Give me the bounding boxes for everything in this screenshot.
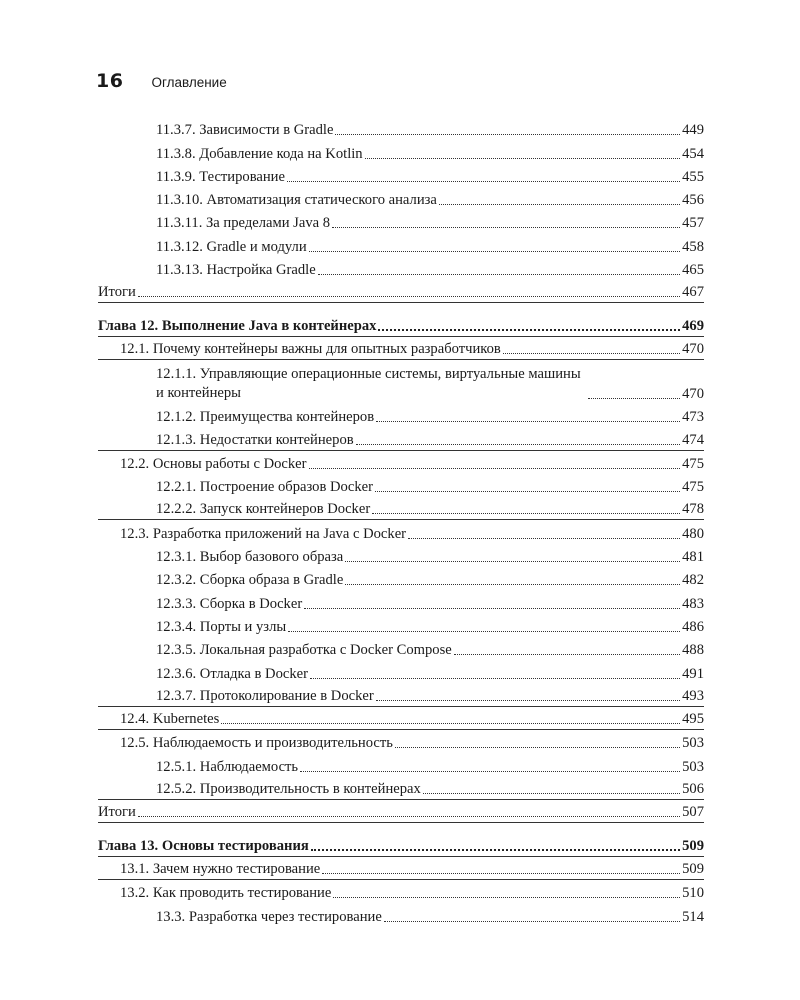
- toc-chapter-page: 509: [682, 837, 704, 854]
- toc-entry-page: 449: [682, 122, 704, 139]
- toc-entry-title: 13.1. Зачем нужно тестирование: [120, 860, 321, 877]
- dot-leader: [300, 771, 680, 772]
- toc-chapter-title: Глава 12. Выполнение Java в контейнерах: [98, 317, 377, 334]
- toc-entry-title: Итоги: [98, 804, 136, 821]
- toc-entry-page: 470: [682, 340, 704, 357]
- toc-entry-title: 12.3.7. Протоколирование в Docker: [156, 687, 374, 704]
- toc-entry-page: 475: [682, 455, 704, 472]
- dot-leader: [288, 631, 680, 632]
- toc-entry[interactable]: [98, 360, 704, 404]
- toc-entry[interactable]: [98, 474, 704, 497]
- toc-entry-page: 454: [682, 145, 704, 162]
- toc-entry-title: 11.3.13. Настройка Gradle: [156, 262, 316, 279]
- toc-entry-page: 467: [682, 284, 704, 301]
- toc-entry-title: 12.5.2. Производительность в контейнерах: [156, 781, 421, 798]
- dot-leader: [310, 678, 680, 679]
- toc-entry[interactable]: [98, 684, 704, 707]
- toc-entry-page: 473: [682, 409, 704, 426]
- toc-entry-page: 481: [682, 549, 704, 566]
- toc-entry-page: 506: [682, 781, 704, 798]
- toc-entry[interactable]: [98, 257, 704, 280]
- toc-entry-title: 12.4. Kubernetes: [120, 711, 220, 728]
- toc-entry-page: 507: [682, 804, 704, 821]
- toc-entry-page: 458: [682, 238, 704, 255]
- dot-leader: [345, 584, 680, 585]
- toc-entry-page: 514: [682, 908, 704, 925]
- toc-entry-page: 486: [682, 618, 704, 635]
- toc-entry-page: 455: [682, 168, 704, 185]
- toc-entry-title: 12.3.5. Локальная разработка с Docker Compose: [156, 642, 452, 659]
- page-header: [96, 70, 227, 94]
- toc-entry-title: 12.1.2. Преимущества контейнеров: [156, 409, 375, 426]
- dot-leader: [376, 700, 680, 701]
- dot-leader: [376, 421, 680, 422]
- dot-leader: [395, 747, 680, 748]
- dot-leader: [384, 921, 680, 922]
- toc-entry-title: 12.1. Почему контейнеры важны для опытных разработчиков: [120, 340, 501, 357]
- toc-entry-page: 510: [682, 885, 704, 902]
- toc-entry-page: 491: [682, 665, 704, 682]
- toc-entry[interactable]: [98, 544, 704, 567]
- toc-entry-title: 13.2. Как проводить тестирование: [120, 885, 332, 902]
- dot-leader: [311, 849, 680, 851]
- toc-entry-title: 13.3. Разработка через тестирование: [156, 908, 382, 925]
- toc-entry[interactable]: [98, 427, 704, 450]
- toc-summary-entry[interactable]: [98, 800, 704, 823]
- toc-section[interactable]: [98, 520, 704, 543]
- toc-section[interactable]: [98, 857, 704, 880]
- toc-entry-page: 503: [682, 758, 704, 775]
- toc-entry-page: 503: [682, 735, 704, 752]
- toc-entry-page: 457: [682, 215, 704, 232]
- toc-entry[interactable]: [98, 140, 704, 163]
- toc-entry[interactable]: [98, 404, 704, 427]
- toc-section[interactable]: [98, 880, 704, 903]
- toc-entry[interactable]: [98, 233, 704, 256]
- dot-leader: [423, 793, 680, 794]
- toc-entry-title: 11.3.9. Тестирование: [156, 168, 285, 185]
- toc-entry-title: 12.1.1. Управляющие операционные системы, виртуальные машины и контейнеры: [156, 365, 581, 401]
- dot-leader: [454, 654, 680, 655]
- dot-leader: [439, 204, 680, 205]
- toc-entry-page: 483: [682, 595, 704, 612]
- toc-entry-title: 11.3.8. Добавление кода на Kotlin: [156, 145, 363, 162]
- toc-entry-title: 11.3.12. Gradle и модули: [156, 238, 307, 255]
- dot-leader: [378, 329, 680, 331]
- toc-entry-title: 12.3. Разработка приложений на Java с Docker: [120, 525, 407, 542]
- page-number: 16: [96, 70, 124, 92]
- toc-entry-page: 480: [682, 525, 704, 542]
- toc-entry-title: 12.3.1. Выбор базового образа: [156, 549, 344, 566]
- table-of-contents: [98, 117, 704, 927]
- toc-entry-page: 465: [682, 262, 704, 279]
- dot-leader: [345, 561, 680, 562]
- toc-entry[interactable]: [98, 567, 704, 590]
- toc-entry[interactable]: [98, 117, 704, 140]
- toc-entry[interactable]: [98, 777, 704, 800]
- toc-entry[interactable]: [98, 637, 704, 660]
- toc-entry-title: 12.3.2. Сборка образа в Gradle: [156, 572, 344, 589]
- toc-entry-title: 12.3.3. Сборка в Docker: [156, 595, 303, 612]
- toc-entry[interactable]: [98, 903, 704, 926]
- toc-entry-title: 11.3.10. Автоматизация статического анализа: [156, 192, 437, 209]
- toc-section[interactable]: [98, 707, 704, 730]
- dot-leader: [322, 873, 680, 874]
- dot-leader: [408, 538, 680, 539]
- dot-leader: [503, 353, 680, 354]
- toc-entry-title: 12.3.4. Порты и узлы: [156, 618, 287, 635]
- spacer: [98, 303, 704, 313]
- spacer: [98, 823, 704, 833]
- toc-entry[interactable]: [98, 210, 704, 233]
- toc-entry-page: 495: [682, 711, 704, 728]
- toc-entry-title: 12.2.2. Запуск контейнеров Docker: [156, 501, 371, 518]
- toc-section[interactable]: [98, 451, 704, 474]
- dot-leader: [309, 468, 681, 469]
- dot-leader: [309, 251, 680, 252]
- toc-summary-entry[interactable]: [98, 280, 704, 303]
- toc-entry[interactable]: [98, 753, 704, 776]
- toc-entry-page: 482: [682, 572, 704, 589]
- toc-entry[interactable]: [98, 164, 704, 187]
- toc-section[interactable]: [98, 730, 704, 753]
- toc-entry-page: 488: [682, 642, 704, 659]
- toc-entry-page: 493: [682, 687, 704, 704]
- dot-leader: [335, 134, 680, 135]
- toc-chapter-13[interactable]: [98, 833, 704, 856]
- dot-leader: [372, 513, 680, 514]
- toc-entry-title: 11.3.7. Зависимости в Gradle: [156, 122, 334, 139]
- dot-leader: [588, 398, 680, 399]
- dot-leader: [356, 444, 680, 445]
- toc-entry-title: Итоги: [98, 284, 136, 301]
- dot-leader: [318, 274, 680, 275]
- dot-leader: [333, 897, 680, 898]
- dot-leader: [287, 181, 680, 182]
- toc-entry-title: 12.5.1. Наблюдаемость: [156, 758, 299, 775]
- toc-entry[interactable]: [98, 590, 704, 613]
- toc-entry-page: 470: [682, 385, 704, 402]
- toc-chapter-page: 469: [682, 317, 704, 334]
- toc-entry[interactable]: [98, 614, 704, 637]
- running-title: Оглавление: [151, 75, 227, 90]
- toc-entry-page: 456: [682, 192, 704, 209]
- toc-entry-title: 11.3.11. За пределами Java 8: [156, 215, 331, 232]
- toc-entry-title: 12.2. Основы работы с Docker: [120, 455, 307, 472]
- toc-section[interactable]: [98, 337, 704, 360]
- toc-entry-title: 12.5. Наблюдаемость и производительность: [120, 735, 393, 752]
- toc-entry-page: 478: [682, 501, 704, 518]
- dot-leader: [221, 723, 680, 724]
- toc-entry-title: 12.3.6. Отладка в Docker: [156, 665, 309, 682]
- toc-entry[interactable]: [98, 187, 704, 210]
- dot-leader: [138, 296, 680, 297]
- toc-entry-page: 475: [682, 479, 704, 496]
- dot-leader: [304, 608, 680, 609]
- toc-chapter-title: Глава 13. Основы тестирования: [98, 837, 309, 854]
- toc-entry-title: 12.1.3. Недостатки контейнеров: [156, 431, 354, 448]
- dot-leader: [138, 816, 680, 817]
- dot-leader: [365, 158, 681, 159]
- toc-chapter-12[interactable]: [98, 313, 704, 336]
- toc-entry[interactable]: [98, 497, 704, 520]
- dot-leader: [375, 491, 680, 492]
- toc-entry-title: 12.2.1. Построение образов Docker: [156, 479, 373, 496]
- toc-entry-page: 474: [682, 431, 704, 448]
- dot-leader: [332, 227, 680, 228]
- toc-entry[interactable]: [98, 660, 704, 683]
- toc-entry-page: 509: [682, 860, 704, 877]
